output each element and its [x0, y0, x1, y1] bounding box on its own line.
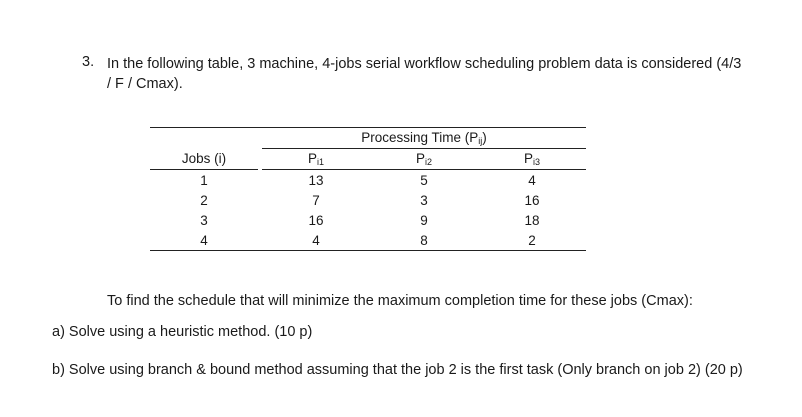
- p2-cell: 9: [420, 212, 428, 228]
- p3-cell: 4: [528, 172, 536, 188]
- col-header-p2: $P_{i2}$: [370, 149, 478, 170]
- p1-cell: 7: [312, 192, 320, 208]
- p1-cell: 4: [262, 230, 370, 251]
- p2-cell: 3: [420, 192, 428, 208]
- col-header-p3: $P_{i3}$: [478, 149, 586, 170]
- p3-cell: 16: [524, 192, 540, 208]
- part-a-text: a) Solve using a heuristic method. (10 p): [52, 324, 313, 340]
- col-header-p1: $P_{i1}$: [262, 149, 370, 170]
- job-cell: 2: [200, 192, 208, 208]
- question-number: 3.: [82, 54, 95, 70]
- p1-cell: 13: [308, 172, 324, 188]
- processing-time-table: [150, 127, 586, 251]
- job-cell: 1: [200, 172, 208, 188]
- question-text: In the following table, 3 machine, 4-jobs serial workflow scheduling problem data is considered (4/3 / F / Cmax).: [107, 56, 742, 92]
- group-header: Processing Time $(P_{ij})$: [262, 128, 586, 149]
- p3-cell: 18: [524, 212, 540, 228]
- p1-cell: 16: [308, 212, 324, 228]
- p2-cell: 8: [370, 230, 478, 251]
- job-cell: 3: [200, 212, 208, 228]
- job-cell: 4: [150, 230, 258, 251]
- p3-cell: 2: [478, 230, 586, 251]
- part-b-text: b) Solve using branch & bound method assuming that the job 2 is the first task (Only branch on job 2) (20 p): [52, 362, 743, 378]
- table-row: [150, 170, 586, 191]
- instruction-intro: To find the schedule that will minimize the maximum completion time for these jobs (Cmax):: [107, 293, 693, 309]
- table-row: [150, 210, 586, 230]
- p2-cell: 5: [420, 172, 428, 188]
- table-row: [150, 190, 586, 210]
- job-column-header: Jobs (i): [150, 149, 258, 170]
- table-row: [150, 230, 586, 251]
